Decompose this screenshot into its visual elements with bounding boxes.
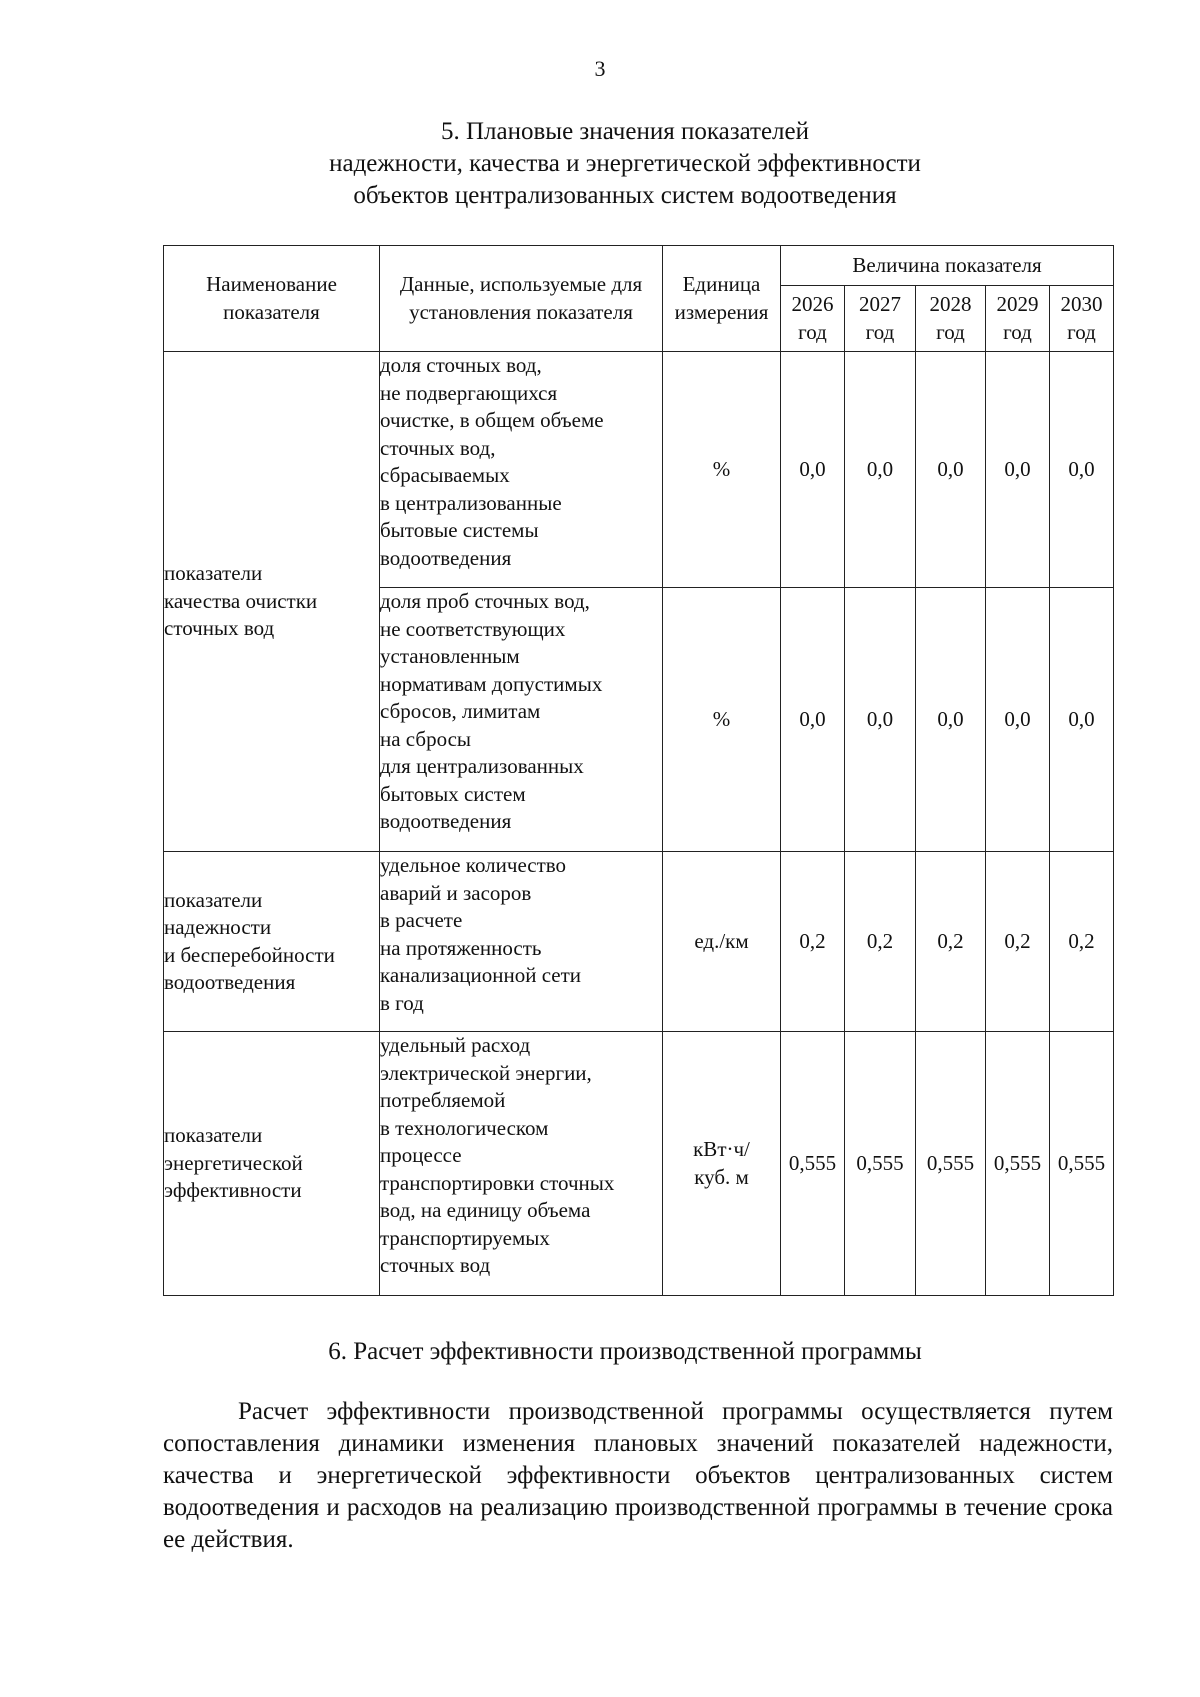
value-cell: 0,2 <box>845 852 916 1032</box>
header-year-cell <box>845 286 916 352</box>
header-year-suffix: год <box>936 319 965 344</box>
unit-line: ед./км <box>694 928 749 953</box>
data-line: не соответствующих <box>380 616 566 641</box>
data-line: установленным <box>380 644 520 668</box>
indicator-name-cell <box>164 852 380 1032</box>
indicator-data-cell <box>380 852 663 1032</box>
value-cell: 0,0 <box>781 352 845 588</box>
header-year-cell <box>916 286 986 352</box>
data-line: сбрасываемых <box>380 463 510 487</box>
header-year: 2026 <box>791 292 834 316</box>
data-line: водоотведения <box>380 545 512 570</box>
body-paragraph: Расчет эффективности производственной программы осуществляется путем сопоставления динамики изменения плановых значений показателей надежности, качества и энергетической эффективности объектов централизованных систем водоотведения и расходов на реализацию производственной программы в течение срока ее действия. <box>163 1398 1113 1553</box>
indicators-table <box>163 245 1114 1296</box>
header-year-suffix: год <box>1067 319 1096 344</box>
unit-line: кВт·ч/ <box>693 1137 750 1161</box>
data-line: очистке, в общем объеме <box>380 408 604 432</box>
unit-line: % <box>712 706 731 731</box>
value-cell: 0,2 <box>1050 852 1114 1032</box>
data-line: бытовых систем <box>380 781 526 806</box>
data-line: сбросов, лимитам <box>380 699 541 723</box>
data-line: в год <box>380 990 424 1015</box>
section-6-title: 6. Расчет эффективности производственной программы <box>328 1338 922 1365</box>
unit-line: % <box>712 456 731 481</box>
data-line: на сбросы <box>380 726 472 751</box>
data-line: удельное количество <box>380 853 567 877</box>
section-5-title-line: объектов централизованных систем водоотведения <box>353 182 897 209</box>
unit-cell <box>663 352 781 588</box>
value-cell: 0,0 <box>986 588 1050 852</box>
data-line: в централизованные <box>380 490 562 515</box>
indicator-name-line: показатели <box>164 887 263 912</box>
data-line: бытовые системы <box>380 518 539 542</box>
data-line: на протяженность <box>380 935 542 960</box>
value-cell: 0,0 <box>845 352 916 588</box>
indicator-name-line: сточных вод <box>164 616 275 641</box>
indicator-name-line: эффективности <box>164 1178 302 1203</box>
header-indicator-name: Наименование показателя <box>164 246 380 352</box>
indicator-data-cell <box>380 1032 663 1296</box>
indicator-name-cell <box>164 1032 380 1296</box>
table-row <box>164 1032 1114 1296</box>
header-year-suffix: год <box>865 319 895 344</box>
table-row <box>164 852 1114 1032</box>
value-cell: 0,555 <box>986 1032 1050 1296</box>
unit-cell <box>663 588 781 852</box>
data-line: сточных вод, <box>380 435 496 460</box>
data-line: водоотведения <box>380 809 512 833</box>
header-year-suffix: год <box>1003 319 1032 344</box>
header-value-group: Величина показателя <box>781 246 1114 286</box>
data-line: не подвергающихся <box>380 380 558 405</box>
value-cell: 0,0 <box>781 588 845 852</box>
value-cell: 0,0 <box>845 588 916 852</box>
section-5-title <box>150 116 1100 212</box>
value-cell: 0,2 <box>986 852 1050 1032</box>
data-line: электрической энергии, <box>380 1060 592 1085</box>
value-cell: 0,0 <box>1050 588 1114 852</box>
header-year-suffix: год <box>798 319 827 344</box>
data-line: процессе <box>380 1143 462 1167</box>
header-year: 2029 <box>996 292 1039 316</box>
section-5-title-line: 5. Плановые значения показателей <box>440 118 810 145</box>
indicator-data-cell <box>380 588 663 852</box>
header-indicator-data: Данные, используемые для установления показателя <box>380 246 663 352</box>
indicator-name-cell <box>164 352 380 852</box>
page-number: 3 <box>594 56 606 81</box>
indicator-name-line: надежности <box>164 915 272 939</box>
header-year-cell <box>986 286 1050 352</box>
unit-cell <box>663 852 781 1032</box>
value-cell: 0,555 <box>781 1032 845 1296</box>
value-cell: 0,555 <box>1050 1032 1114 1296</box>
header-year: 2027 <box>859 292 901 316</box>
data-line: транспортируемых <box>380 1225 550 1250</box>
indicator-name-line: показатели <box>164 1123 263 1148</box>
data-line: сточных вод <box>380 1253 491 1277</box>
data-line: для централизованных <box>380 754 584 778</box>
data-line: транспортировки сточных <box>380 1170 615 1195</box>
data-line: нормативам допустимых <box>380 671 603 696</box>
header-year: 2028 <box>929 292 972 316</box>
data-line: удельный расход <box>380 1033 531 1057</box>
header-unit: Единица измерения <box>663 246 781 352</box>
header-year-cell <box>1050 286 1114 352</box>
data-line: доля проб сточных вод, <box>380 589 590 613</box>
unit-cell <box>663 1032 781 1296</box>
indicator-name-line: энергетической <box>164 1150 303 1175</box>
value-cell: 0,2 <box>916 852 986 1032</box>
section-5-title-line: надежности, качества и энергетической эффективности <box>329 150 921 177</box>
value-cell: 0,2 <box>781 852 845 1032</box>
value-cell: 0,0 <box>986 352 1050 588</box>
data-line: канализационной сети <box>380 963 582 987</box>
table-row <box>164 352 1114 588</box>
header-year: 2030 <box>1060 292 1103 316</box>
indicator-data-cell <box>380 352 663 588</box>
value-cell: 0,0 <box>916 352 986 588</box>
value-cell: 0,0 <box>1050 352 1114 588</box>
data-line: вод, на единицу объема <box>380 1198 591 1222</box>
data-line: доля сточных вод, <box>380 353 542 377</box>
data-line: в расчете <box>380 908 463 932</box>
value-cell: 0,0 <box>916 588 986 852</box>
indicator-name-line: водоотведения <box>164 970 296 994</box>
data-line: потребляемой <box>380 1088 506 1112</box>
unit-line: куб. м <box>694 1164 749 1189</box>
data-line: аварий и засоров <box>380 880 532 905</box>
value-cell: 0,555 <box>845 1032 916 1296</box>
value-cell: 0,555 <box>916 1032 986 1296</box>
indicator-name-line: показатели <box>164 561 263 586</box>
header-year-cell <box>781 286 845 352</box>
indicator-name-line: качества очистки <box>164 588 318 613</box>
indicator-name-line: и бесперебойности <box>164 942 335 967</box>
data-line: в технологическом <box>380 1115 549 1140</box>
